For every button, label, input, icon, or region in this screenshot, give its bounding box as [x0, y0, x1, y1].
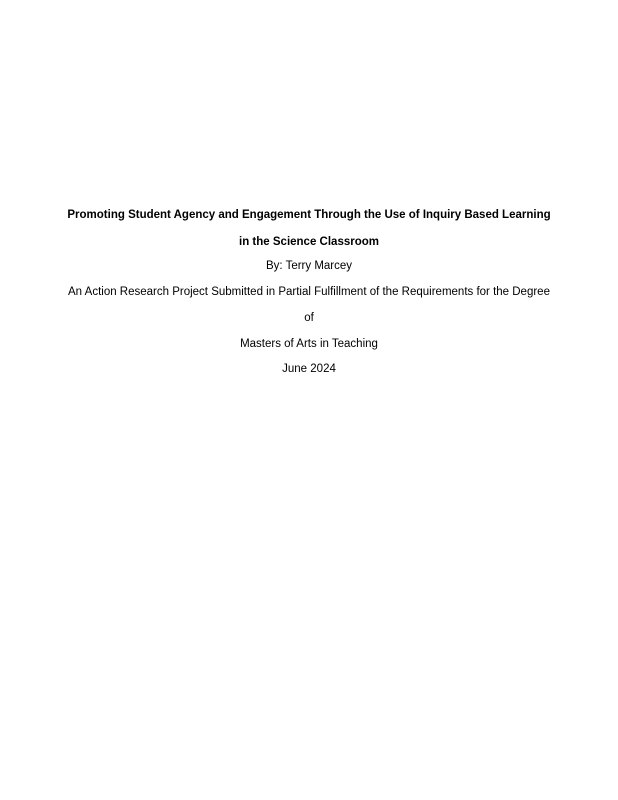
document-title-line-2: in the Science Classroom — [239, 236, 379, 248]
document-title-line-1: Promoting Student Agency and Engagement Through the Use of Inquiry Based Learning — [67, 209, 551, 221]
of-text: of — [304, 312, 314, 324]
submission-statement: An Action Research Project Submitted in Partial Fulfillment of the Requirements for the Degree — [68, 286, 550, 298]
submission-date: June 2024 — [282, 363, 336, 375]
author-line: By: Terry Marcey — [265, 260, 353, 272]
degree-name: Masters of Arts in Teaching — [240, 338, 378, 350]
